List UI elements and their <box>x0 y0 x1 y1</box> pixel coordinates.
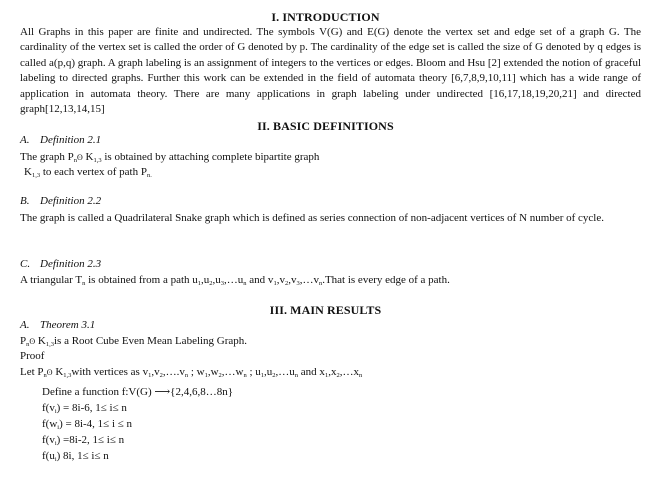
definition-2-3-heading: C. Definition 2.3 <box>20 258 102 270</box>
definition-2-1-line-1: The graph $P_nʘ$ $K_{1,3}$ is obtained by attaching complete bipartite graph <box>20 151 320 164</box>
definition-2-2-heading: B. Definition 2.2 <box>20 195 102 207</box>
definition-2-1-heading: A. Definition 2.1 <box>20 134 102 146</box>
function-case-1: $f(v_i) = 8i-6$, 1≤ i≤ n <box>42 402 127 415</box>
proof-let-line: Let $P_nʘ$ $K_{1,3}with$ vertices as $v_1,v_2,\dots.v_n$ ; $w_1,w_2,\dots w_n$ ; $u_1,u_2,\dots u_n$ and $x_1,x_2,\dots x_n$ <box>20 366 363 379</box>
theorem-3-1-statement: $P_nʘ$ $K_{1,3}is$ a Root Cube Even Mean Labeling Graph. <box>20 335 248 348</box>
proof-label: Proof <box>20 350 45 362</box>
basic-definitions-heading: II. BASIC DEFINITIONS <box>257 119 394 133</box>
definition-2-2-text: The graph is called a Quadrilateral Snake graph which is defined as series connection of non-adjacent vertices of N number of cycle. <box>20 212 604 224</box>
function-definition: Define a function f:V(G) ⟶{2,4,6,8…8n} <box>42 386 233 398</box>
introduction-paragraph: All Graphs in this paper are finite and undirected. The symbols V(G) and E(G) denote the vertex set and edge set of a graph G. The cardinality of the vertex set is called the order of G denoted by p. The cardinality of the edge set is called the size of G denoted by q edges is called a(p,q) graph. A graph labeling is an assignment of integers to the vertices or edges. Bloom and Hsu [2] extended the notion of graceful labeling to directed graphs. Further this work can be extended in the field of automata theory [6,7,8,9,10,11] which has a wide range of application in automata theory. There are many applications in graph labeling under undirected [16,17,18,19,20,21] and directed graph[12,13,14,15] <box>20 26 641 116</box>
main-results-heading: III. MAIN RESULTS <box>269 303 382 317</box>
definition-2-1-line-2: $K_{1,3}$ to each vertex of path $P_{n.}$ <box>24 166 152 179</box>
function-case-3: $f(v_i) =8i-2$, 1≤ i≤ n <box>42 434 125 447</box>
function-case-4: $f(u_i)$ 8i, 1≤ i≤ n <box>42 450 109 463</box>
definition-2-3-text: A triangular $T_n$ is obtained from a path $u_1,u_2,u_3,\dots u_n$ and $v_1,v_2,v_3,\dots v_n.That$ is every edge of a path. <box>20 274 450 287</box>
function-case-2: $f(w_i) = 8i-4$, 1≤ i ≤ n <box>42 418 133 431</box>
theorem-3-1-heading: A. Theorem 3.1 <box>20 319 96 331</box>
introduction-heading: I. INTRODUCTION <box>271 10 380 24</box>
